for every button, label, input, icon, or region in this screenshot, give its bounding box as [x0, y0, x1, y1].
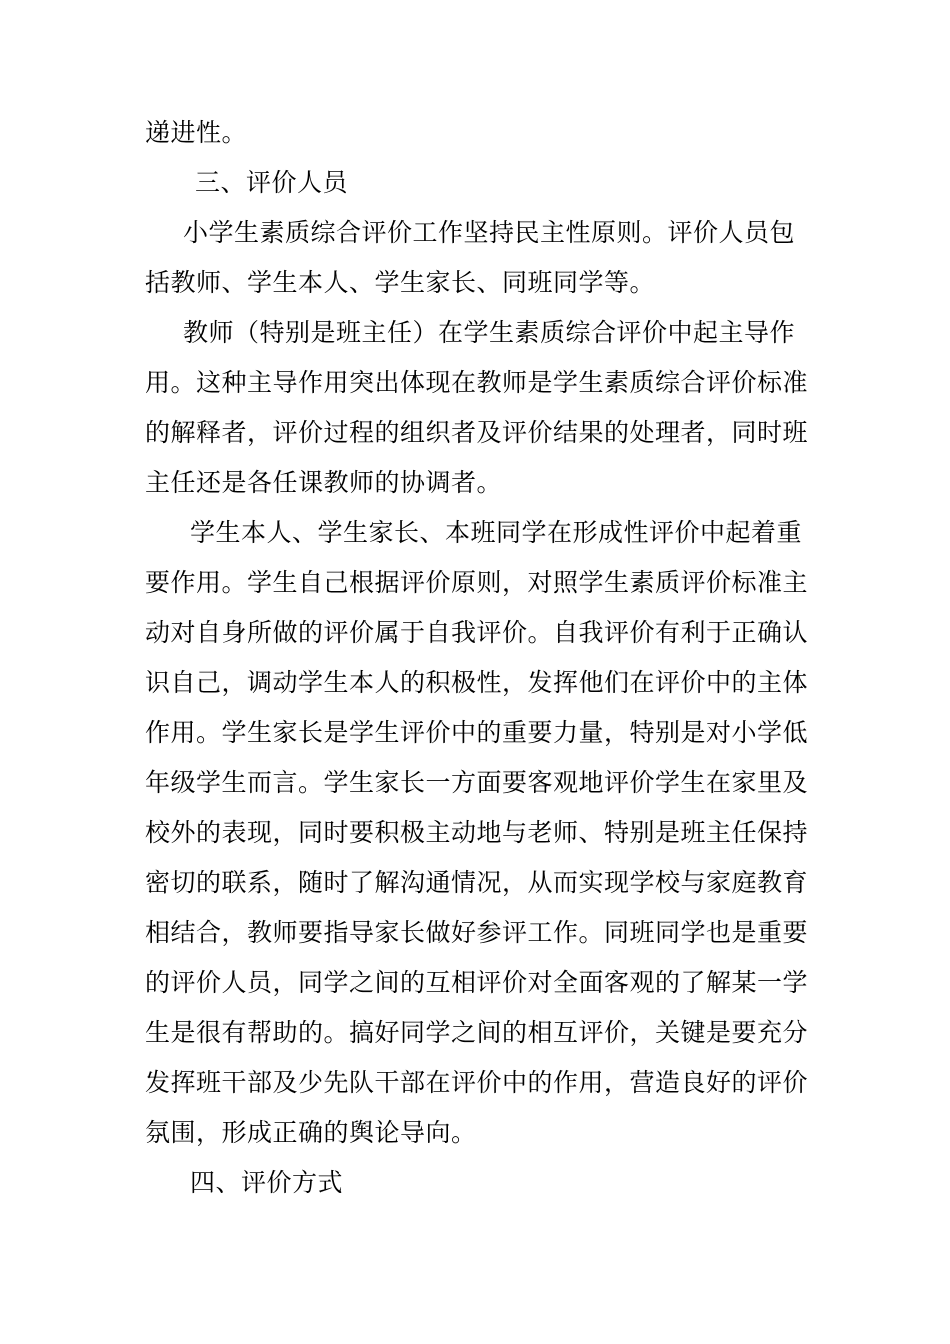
text-line: 教师（特别是班主任）在学生素质综合评价中起主导作 [183, 318, 796, 347]
text-line: 密切的联系，随时了解沟通情况，从而实现学校与家庭教育 [145, 868, 809, 897]
text-line: 用。这种主导作用突出体现在教师是学生素质综合评价标准 [145, 368, 809, 397]
text-line: 学生本人、学生家长、本班同学在形成性评价中起着重 [190, 518, 803, 547]
text-line: 作用。学生家长是学生评价中的重要力量，特别是对小学低 [145, 718, 809, 747]
text-line: 的评价人员，同学之间的互相评价对全面客观的了解某一学 [145, 968, 809, 997]
text-line: 发挥班干部及少先队干部在评价中的作用，营造良好的评价 [145, 1068, 809, 1097]
text-line: 小学生素质综合评价工作坚持民主性原则。评价人员包 [183, 218, 796, 247]
text-line: 括教师、学生本人、学生家长、同班同学等。 [145, 268, 656, 297]
text-line: 年级学生而言。学生家长一方面要客观地评价学生在家里及 [145, 768, 809, 797]
text-line: 动对自身所做的评价属于自我评价。自我评价有利于正确认 [145, 618, 809, 647]
text-line: 识自己，调动学生本人的积极性，发挥他们在评价中的主体 [145, 668, 809, 697]
section-heading: 三、评价人员 [195, 168, 349, 197]
text-line: 要作用。学生自己根据评价原则，对照学生素质评价标准主 [145, 568, 809, 597]
text-line: 的解释者，评价过程的组织者及评价结果的处理者，同时班 [145, 418, 809, 447]
text-line: 主任还是各任课教师的协调者。 [145, 468, 503, 497]
text-line: 相结合，教师要指导家长做好参评工作。同班同学也是重要 [145, 918, 809, 947]
text-line: 氛围，形成正确的舆论导向。 [145, 1118, 477, 1147]
text-line: 校外的表现，同时要积极主动地与老师、特别是班主任保持 [145, 818, 809, 847]
section-heading: 四、评价方式 [190, 1168, 344, 1197]
text-line: 生是很有帮助的。搞好同学之间的相互评价，关键是要充分 [145, 1018, 809, 1047]
text-line: 递进性。 [145, 118, 248, 147]
